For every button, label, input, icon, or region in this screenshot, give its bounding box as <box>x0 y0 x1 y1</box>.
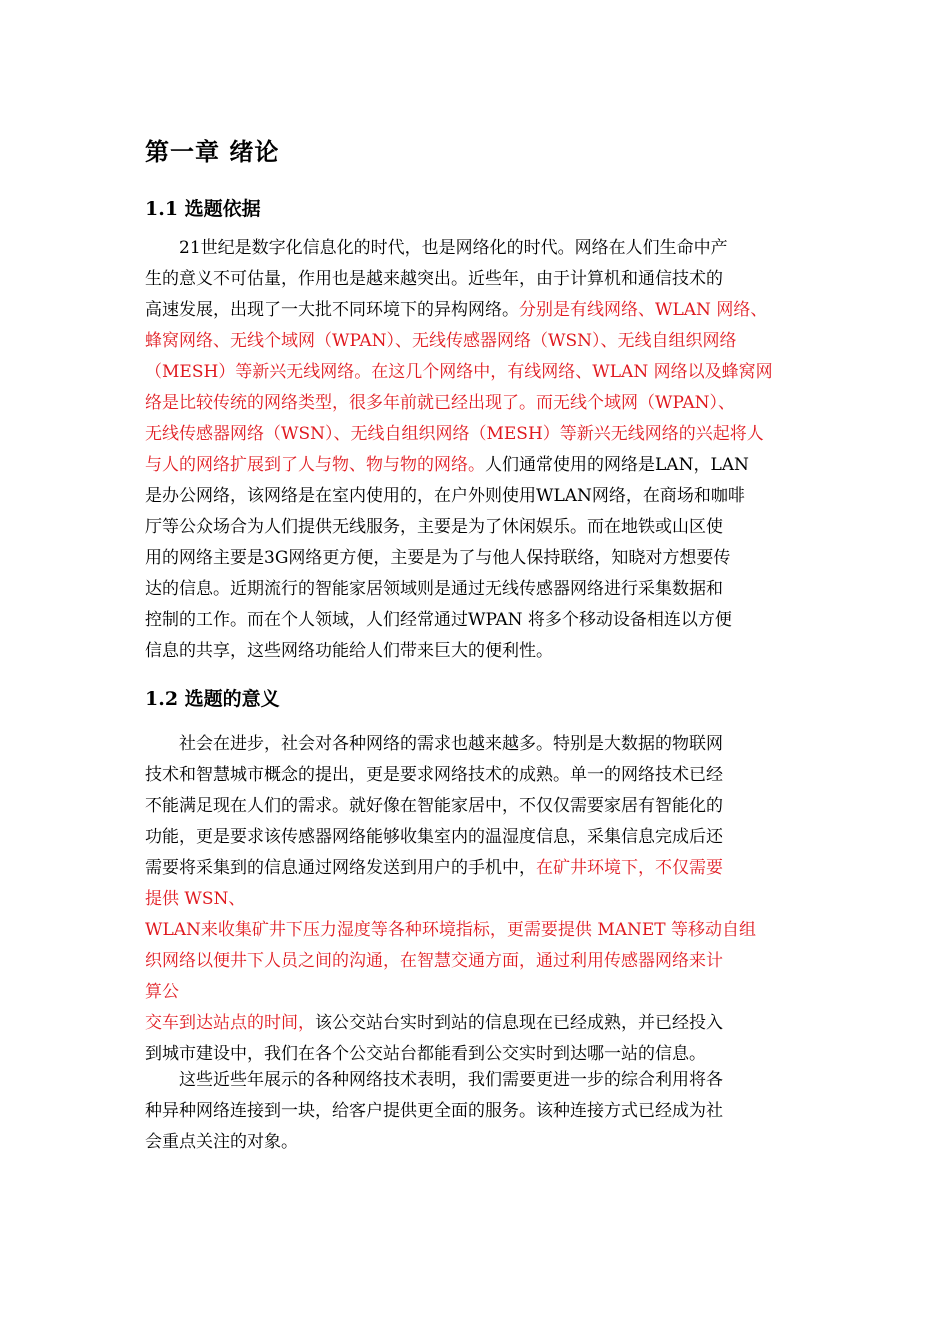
text-run: 不能满足现在人们的需求。就好像在智能家居中，不仅仅需要家居有智能化的 <box>145 796 723 816</box>
highlighted-text-run: 蜂窝网络、无线个域网（WPAN）、无线传感器网络（WSN）、无线自组织网络 <box>145 331 737 351</box>
text-line <box>145 1008 825 1039</box>
highlighted-text-run: （MESH）等新兴无线网络。在这几个网络中，有线网络、WLAN 网络以及蜂窝网 <box>145 362 773 382</box>
text-line <box>145 1096 825 1127</box>
text-line <box>145 946 825 977</box>
text-line <box>145 512 825 543</box>
highlighted-text-run: 在矿井环境下，不仅需要 <box>536 858 723 878</box>
text-run: 需要将采集到的信息通过网络发送到用户的手机中， <box>145 858 536 878</box>
section-heading-1-2: 1.2 选题的意义 <box>145 688 280 710</box>
text-line <box>145 326 825 357</box>
text-line <box>145 977 825 1008</box>
text-run: 到城市建设中，我们在各个公交站台都能看到公交实时到达哪一站的信息。 <box>145 1044 706 1064</box>
text-run: 社会在进步，社会对各种网络的需求也越来越多。特别是大数据的物联网 <box>145 734 723 754</box>
section-1-2-paragraph <box>145 729 825 1070</box>
text-line <box>145 1127 825 1158</box>
text-run: 种异种网络连接到一块，给客户提供更全面的服务。该种连接方式已经成为社 <box>145 1101 723 1121</box>
highlighted-text-run: 算公 <box>145 982 179 1002</box>
text-run: 是办公网络，该网络是在室内使用的，在户外则使用WLAN网络，在商场和咖啡 <box>145 486 745 506</box>
text-run: 技术和智慧城市概念的提出，更是要求网络技术的成熟。单一的网络技术已经 <box>145 765 723 785</box>
text-line <box>145 543 825 574</box>
text-line <box>145 233 825 264</box>
text-line <box>145 729 825 760</box>
text-run: 功能，更是要求该传感器网络能够收集室内的温湿度信息，采集信息完成后还 <box>145 827 723 847</box>
text-line <box>145 791 825 822</box>
highlighted-text-run: WLAN来收集矿井下压力湿度等各种环境指标，更需要提供 MANET 等移动自组 <box>145 920 757 940</box>
text-run: 达的信息。近期流行的智能家居领域则是通过无线传感器网络进行采集数据和 <box>145 579 723 599</box>
chapter-title: 第一章 绪论 <box>145 137 280 166</box>
text-run: 会重点关注的对象。 <box>145 1132 298 1152</box>
text-line <box>145 915 825 946</box>
highlighted-text-run: 分别是有线网络、WLAN 网络、 <box>519 300 768 320</box>
text-line <box>145 884 825 915</box>
section-1-2-closing-paragraph <box>145 1065 825 1158</box>
highlighted-text-run: 络是比较传统的网络类型，很多年前就已经出现了。而无线个域网（WPAN）、 <box>145 393 736 413</box>
text-line <box>145 450 825 481</box>
text-run: 信息的共享，这些网络功能给人们带来巨大的便利性。 <box>145 641 553 661</box>
text-line <box>145 357 825 388</box>
text-line <box>145 388 825 419</box>
text-line <box>145 853 825 884</box>
section-heading-1-1: 1.1 选题依据 <box>145 198 261 220</box>
text-line <box>145 1065 825 1096</box>
text-line <box>145 574 825 605</box>
text-run: 该公交站台实时到站的信息现在已经成熟，并已经投入 <box>315 1013 723 1033</box>
text-run: 高速发展，出现了一大批不同环境下的异构网络。 <box>145 300 519 320</box>
text-run: 人们通常使用的网络是LAN，LAN <box>485 455 749 475</box>
highlighted-text-run: 无线传感器网络（WSN）、无线自组织网络（MESH）等新兴无线网络的兴起将人 <box>145 424 764 444</box>
text-line <box>145 605 825 636</box>
text-line <box>145 760 825 791</box>
text-line <box>145 481 825 512</box>
highlighted-text-run: 提供 WSN、 <box>145 889 246 909</box>
highlighted-text-run: 与人的网络扩展到了人与物、物与物的网络。 <box>145 455 485 475</box>
text-run: 生的意义不可估量，作用也是越来越突出。近些年，由于计算机和通信技术的 <box>145 269 723 289</box>
text-line <box>145 264 825 295</box>
text-run: 用的网络主要是3G网络更方便，主要是为了与他人保持联络，知晓对方想要传 <box>145 548 731 568</box>
text-run: 控制的工作。而在个人领域，人们经常通过WPAN 将多个移动设备相连以方便 <box>145 610 732 630</box>
text-line <box>145 822 825 853</box>
highlighted-text-run: 织网络以便井下人员之间的沟通，在智慧交通方面，通过利用传感器网络来计 <box>145 951 723 971</box>
text-run: 这些近些年展示的各种网络技术表明，我们需要更进一步的综合利用将各 <box>145 1070 723 1090</box>
section-1-1-paragraph <box>145 233 825 667</box>
text-run: 21世纪是数字化信息化的时代，也是网络化的时代。网络在人们生命中产 <box>145 238 728 258</box>
text-line <box>145 419 825 450</box>
text-line <box>145 636 825 667</box>
text-run: 厅等公众场合为人们提供无线服务，主要是为了休闲娱乐。而在地铁或山区使 <box>145 517 723 537</box>
text-line <box>145 295 825 326</box>
highlighted-text-run: 交车到达站点的时间， <box>145 1013 315 1033</box>
